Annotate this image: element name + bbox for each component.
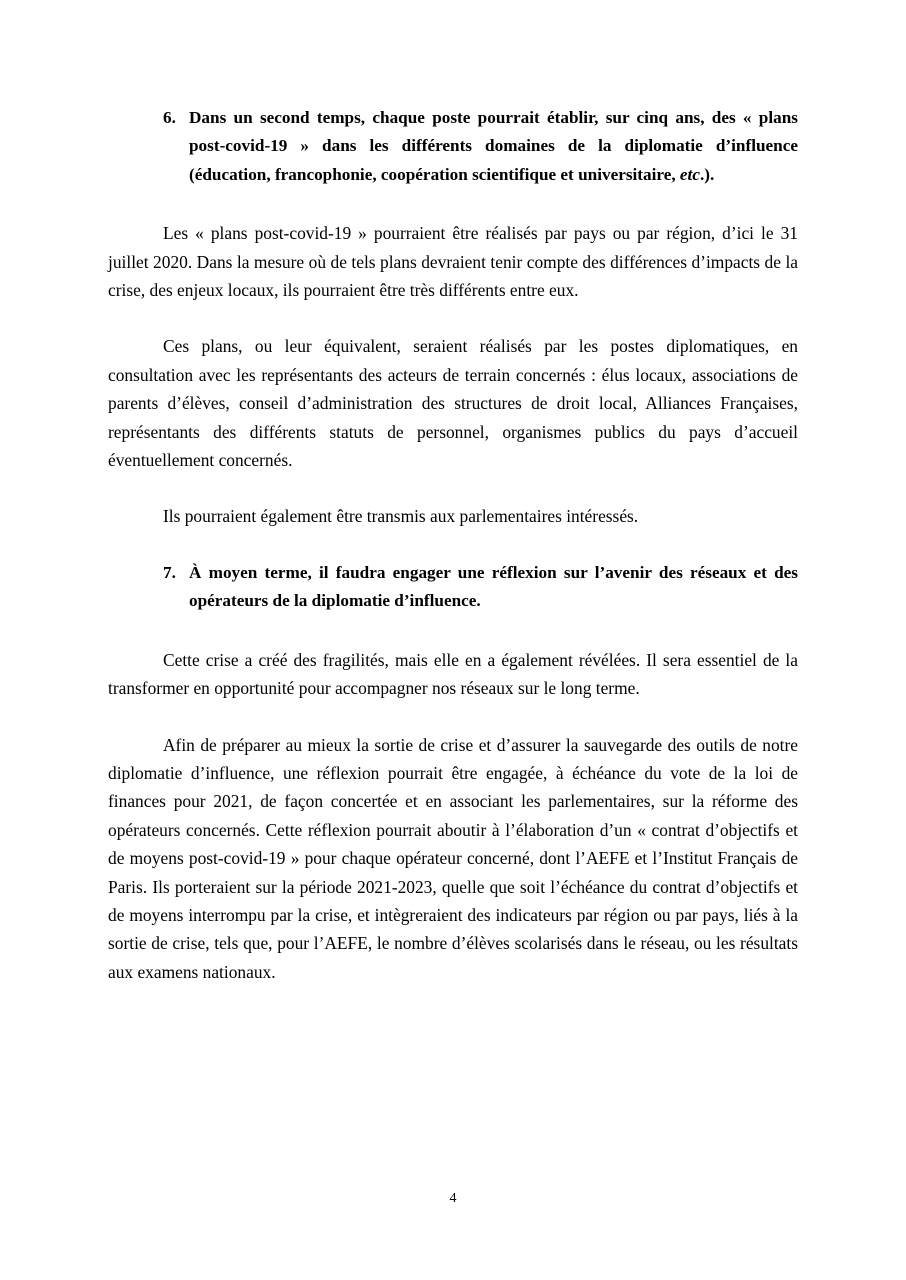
spacer — [108, 618, 798, 646]
list-text-6 — [189, 104, 798, 189]
paragraph-ces-plans: Ces plans, ou leur équivalent, seraient réalisés par les postes diplomatiques, en consultation avec les représentants des acteurs de terrain concernés : élus locaux, associations de parents d’élèves, conseil d’administration des structures de droit local, Alliances Françaises, représentants des différents statuts de personnel, organismes publics du pays d’accueil éventuellement concernés. — [108, 336, 798, 471]
paragraph-plans-post-covid: Les « plans post-covid-19 » pourraient être réalisés par pays ou par région, d’ici le 31 juillet 2020. Dans la mesure où de tels plans devraient tenir compte des différences d’impacts de la crise, des enjeux locaux, ils pourraient être très différents entre eux. — [108, 223, 798, 301]
item6-italic-etc: etc — [679, 164, 700, 184]
item6-text-part1: Dans un second temps, chaque poste pourrait établir, sur cinq ans, des « plans post-covid-19 » dans les différents domaines de la diplomatie d’influence (éducation, francophonie, coopération scientifique et universitaire, — [189, 108, 798, 184]
list-text-7: À moyen terme, il faudra engager une réflexion sur l’avenir des réseaux et des opérateurs de la diplomatie d’influence. — [189, 562, 798, 611]
spacer — [108, 304, 798, 332]
paragraph-transmis-parlementaires: Ils pourraient également être transmis aux parlementaires intéressés. — [163, 506, 639, 527]
list-marker-6: 6. — [163, 108, 176, 127]
spacer — [108, 531, 798, 559]
spacer — [108, 474, 798, 502]
item6-text-part2: .). — [699, 164, 715, 184]
numbered-item-6 — [108, 104, 798, 189]
spacer — [108, 191, 798, 219]
numbered-item-7 — [108, 559, 798, 616]
paragraph-afin-de-preparer: Afin de préparer au mieux la sortie de crise et d’assurer la sauvegarde des outils de notre diplomatie d’influence, une réflexion pourrait être engagée, à échéance du vote de la loi de finances pour 2021, de façon concertée et en associant les parlementaires, sur la réforme des opérateurs concernés. Cette réflexion pourrait aboutir à l’élaboration d’un « contrat d’objectifs et de moyens post-covid-19 » pour chaque opérateur concerné, dont l’AEFE et l’Institut Français de Paris. Ils porteraient sur la période 2021-2023, quelle que soit l’échéance du contrat d’objectifs et de moyens interrompu par la crise, et intègreraient des indicateurs par région ou par pays, liés à la sortie de crise, tels que, pour l’AEFE, le nombre d’élèves scolarisés dans le réseau, ou les résultats aux examens nationaux. — [108, 734, 798, 982]
page-number-footer: 4 — [449, 1191, 457, 1206]
paragraph-cette-crise: Cette crise a créé des fragilités, mais elle en a également révélées. Il sera essentiel de la transformer en opportunité pour accompagner nos réseaux sur le long terme. — [108, 649, 798, 699]
page-content — [108, 104, 798, 986]
list-marker-7: 7. — [163, 562, 176, 582]
spacer — [108, 703, 798, 731]
